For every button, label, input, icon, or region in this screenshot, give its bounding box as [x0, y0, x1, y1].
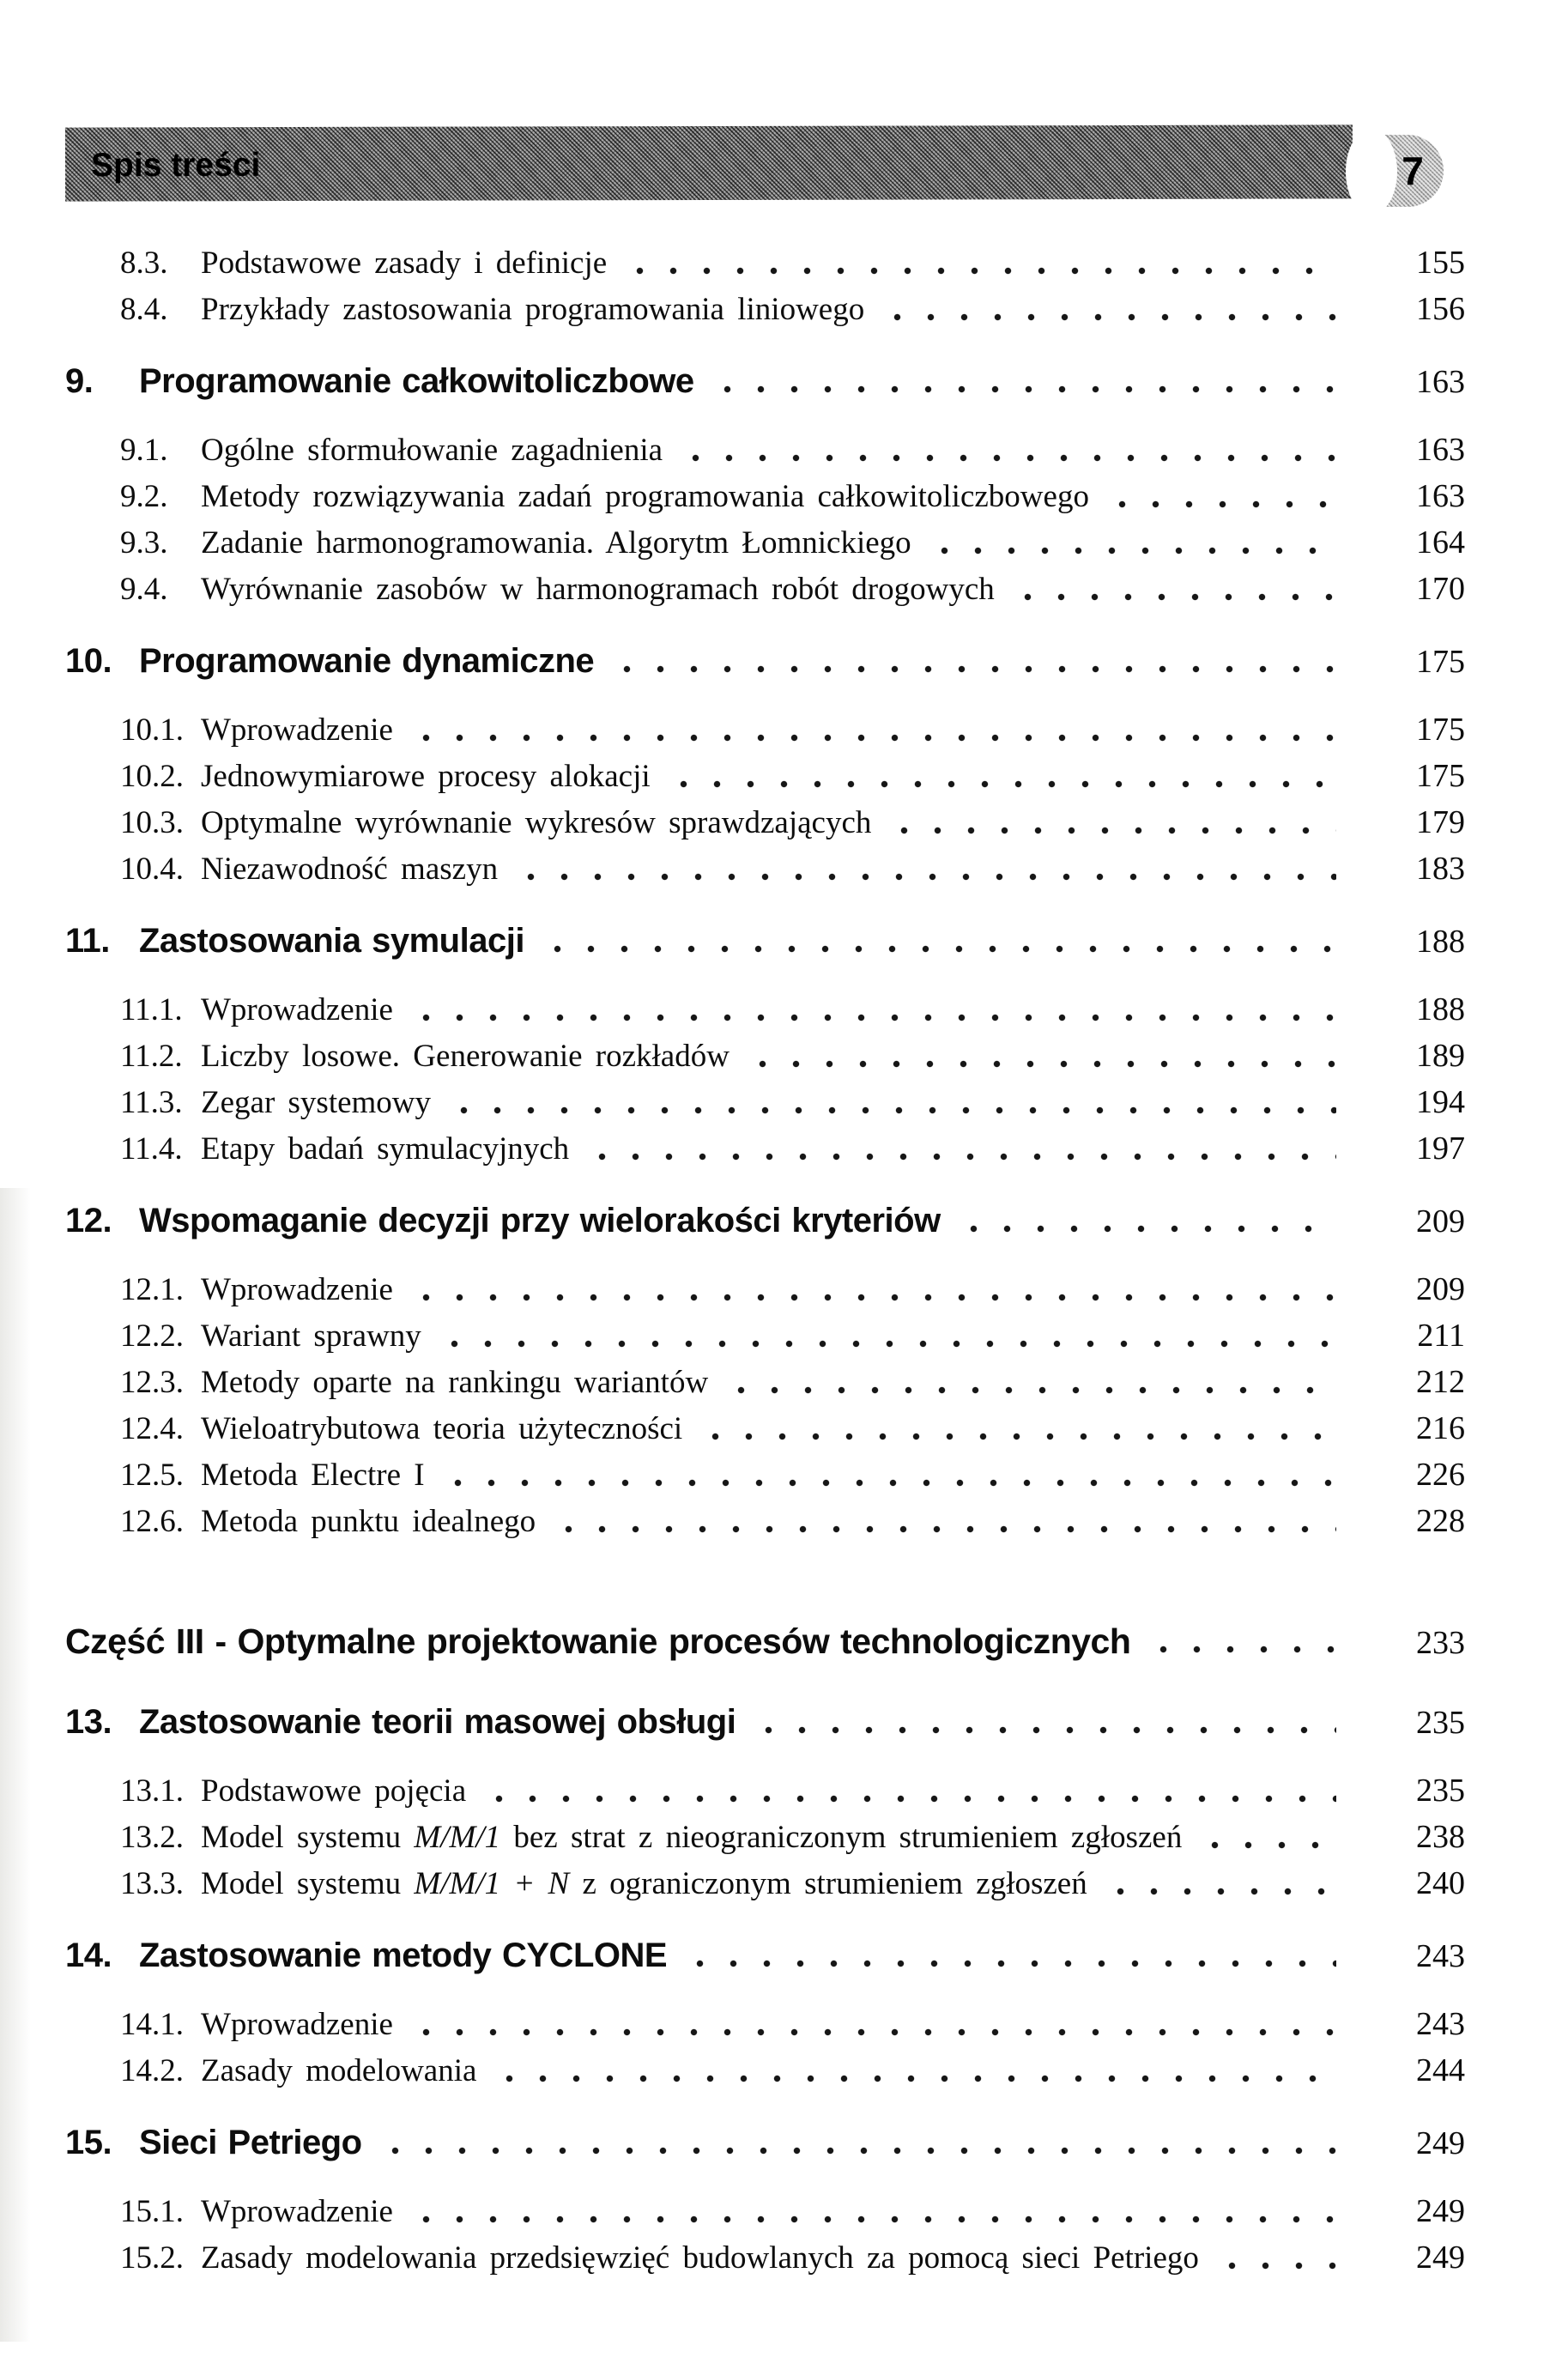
entry-title: Wprowadzenie — [201, 2007, 393, 2042]
dot-leader — [710, 356, 1336, 406]
dot-leader — [540, 916, 1336, 966]
toc-item-row — [0, 1498, 1568, 1544]
entry-number: 14.2. — [120, 2053, 184, 2088]
entry-title: Niezawodność maszyn — [201, 852, 499, 887]
entry-title: Etapy badań symulacyjnych — [201, 1131, 570, 1167]
toc-item-row — [0, 753, 1568, 799]
dot-leader — [481, 1767, 1336, 1814]
toc-item-row — [0, 1125, 1568, 1172]
toc-item-row — [0, 239, 1568, 286]
dot-leader — [440, 1452, 1336, 1498]
entry-title: Wprowadzenie — [201, 1272, 393, 1307]
entry-page-number: 209 — [1416, 1203, 1465, 1240]
entry-page-number: 170 — [1416, 571, 1465, 607]
toc-item-row — [0, 1033, 1568, 1079]
toc-item-row — [0, 1405, 1568, 1452]
entry-title: Programowanie całkowitoliczbowe — [139, 362, 694, 400]
entry-page-number: 249 — [1416, 2193, 1465, 2229]
entry-number: 12.6. — [120, 1504, 184, 1539]
entry-title: Zegar systemowy — [201, 1085, 432, 1120]
toc-part-heading-row — [0, 1616, 1568, 1666]
entry-number: 13.2. — [120, 1820, 184, 1855]
dot-leader — [492, 2047, 1336, 2094]
entry-page-number: 179 — [1416, 804, 1465, 840]
dot-leader — [409, 2001, 1336, 2047]
dot-leader — [1197, 1814, 1336, 1860]
toc-item-row — [0, 473, 1568, 519]
entry-title: Przykłady zastosowania programowania liniowego — [201, 292, 865, 327]
entry-title: Zastosowanie teorii masowej obsługi — [139, 1703, 736, 1741]
entry-page-number: 189 — [1416, 1038, 1465, 1074]
entry-number: 11.4. — [120, 1131, 183, 1167]
page-title: Spis treści — [90, 146, 261, 185]
dot-leader — [584, 1125, 1336, 1172]
dot-leader — [682, 1930, 1336, 1980]
toc-chapter-row — [0, 1196, 1568, 1246]
entry-title: Wariant sprawny — [201, 1318, 421, 1354]
entry-number: 9.1. — [120, 433, 168, 468]
dot-leader — [880, 286, 1336, 332]
entry-number: 8.4. — [120, 292, 168, 327]
entry-number: 12.4. — [120, 1411, 184, 1446]
dot-leader — [927, 519, 1336, 566]
toc-item-row — [0, 1359, 1568, 1405]
entry-title: Wprowadzenie — [201, 992, 393, 1027]
entry-page-number: 175 — [1416, 712, 1465, 748]
entry-title: Zastosowania symulacji — [139, 922, 524, 960]
entry-page-number: 175 — [1416, 758, 1465, 794]
entry-number: 13. — [65, 1703, 112, 1741]
entry-page-number: 163 — [1416, 478, 1465, 514]
dot-leader — [678, 427, 1336, 473]
entry-number: 10.1. — [120, 712, 184, 748]
entry-number: 12.3. — [120, 1365, 184, 1400]
toc-item-row — [0, 519, 1568, 566]
entry-title: Metoda Electre I — [201, 1458, 425, 1493]
toc-item-row — [0, 799, 1568, 846]
dot-leader — [745, 1033, 1336, 1079]
entry-number: 11.2. — [120, 1039, 183, 1074]
entry-page-number: 243 — [1416, 1938, 1465, 1974]
entry-page-number: 235 — [1416, 1705, 1465, 1741]
dot-leader — [622, 239, 1336, 286]
entry-number: 9.3. — [120, 525, 168, 561]
toc-chapter-row — [0, 1697, 1568, 1747]
page-number-badge — [1370, 135, 1444, 207]
entry-page-number: 211 — [1417, 1318, 1465, 1354]
entry-title: Metoda punktu idealnego — [201, 1504, 536, 1539]
dot-leader — [409, 2188, 1336, 2234]
entry-title: Liczby losowe. Generowanie rozkładów — [201, 1039, 730, 1074]
entry-number: 13.1. — [120, 1773, 184, 1809]
entry-page-number: 163 — [1416, 364, 1465, 400]
entry-title: Model systemu M/M/1 + N z ograniczonym strumieniem zgłoszeń — [201, 1866, 1087, 1901]
dot-leader — [1105, 473, 1336, 519]
entry-page-number: 188 — [1416, 991, 1465, 1027]
entry-number: 12. — [65, 1202, 112, 1240]
toc-item-row — [0, 286, 1568, 332]
dot-leader — [1103, 1860, 1336, 1906]
entry-page-number: 175 — [1416, 644, 1465, 680]
entry-number: 11.3. — [120, 1085, 183, 1120]
entry-page-number: 155 — [1416, 245, 1465, 281]
entry-title: Wprowadzenie — [201, 2194, 393, 2229]
entry-page-number: 194 — [1416, 1084, 1465, 1120]
toc-chapter-row — [0, 2118, 1568, 2167]
entry-page-number: 243 — [1416, 2006, 1465, 2042]
entry-number: 12.5. — [120, 1458, 184, 1493]
dot-leader — [513, 846, 1336, 892]
dot-leader — [609, 636, 1336, 686]
entry-page-number: 183 — [1416, 851, 1465, 887]
entry-title: Podstawowe zasady i definicje — [201, 245, 608, 281]
entry-title: Ogólne sformułowanie zagadnienia — [201, 433, 663, 468]
dot-leader — [409, 986, 1336, 1033]
entry-title: Zasady modelowania — [201, 2053, 477, 2088]
entry-page-number: 209 — [1416, 1271, 1465, 1307]
entry-title: Metody oparte na rankingu wariantów — [201, 1365, 709, 1400]
entry-page-number: 163 — [1416, 432, 1465, 468]
entry-number: 10. — [65, 642, 112, 680]
entry-page-number: 240 — [1416, 1865, 1465, 1901]
toc-item-row — [0, 2047, 1568, 2094]
toc-item-row — [0, 986, 1568, 1033]
entry-title: Programowanie dynamiczne — [139, 642, 595, 680]
entry-page-number: 238 — [1416, 1819, 1465, 1855]
entry-title: Metody rozwiązywania zadań programowania całkowitoliczbowego — [201, 479, 1089, 514]
dot-leader — [1010, 566, 1336, 612]
entry-page-number: 197 — [1416, 1130, 1465, 1167]
entry-page-number: 212 — [1416, 1364, 1465, 1400]
dot-leader — [409, 706, 1336, 753]
entry-page-number: 188 — [1416, 924, 1465, 960]
entry-number: 15.1. — [120, 2194, 184, 2229]
entry-title: Zasady modelowania przedsięwzięć budowlanych za pomocą sieci Petriego — [201, 2240, 1199, 2276]
toc-item-row — [0, 2188, 1568, 2234]
entry-number: 13.3. — [120, 1866, 184, 1901]
entry-page-number: 249 — [1416, 2125, 1465, 2161]
toc-chapter-row — [0, 356, 1568, 406]
entry-number: 15.2. — [120, 2240, 184, 2276]
toc-chapter-row — [0, 636, 1568, 686]
dot-leader — [666, 753, 1336, 799]
entry-page-number: 249 — [1416, 2240, 1465, 2276]
entry-title: Wieloatrybutowa teoria użyteczności — [201, 1411, 683, 1446]
toc-chapter-row — [0, 916, 1568, 966]
entry-title: Jednowymiarowe procesy alokacji — [201, 759, 651, 794]
entry-number: 12.1. — [120, 1272, 184, 1307]
entry-title: Zadanie harmonogramowania. Algorytm Łomnickiego — [201, 525, 911, 561]
entry-title: Część III - Optymalne projektowanie procesów technologicznych — [65, 1621, 1131, 1661]
dot-leader — [698, 1405, 1336, 1452]
header-bar — [65, 124, 1353, 201]
dot-leader — [446, 1079, 1336, 1125]
entry-number: 15. — [65, 2124, 112, 2161]
entry-number: 8.3. — [120, 245, 168, 281]
dot-leader — [956, 1196, 1336, 1246]
dot-leader — [723, 1359, 1336, 1405]
entry-number: 9. — [65, 362, 94, 400]
entry-page-number: 156 — [1416, 291, 1465, 327]
entry-page-number: 216 — [1416, 1410, 1465, 1446]
entry-number: 12.2. — [120, 1318, 184, 1354]
toc-list — [0, 200, 1568, 2281]
entry-page-number: 228 — [1416, 1503, 1465, 1539]
entry-title: Podstawowe pojęcia — [201, 1773, 467, 1809]
entry-title: Zastosowanie metody CYCLONE — [139, 1937, 668, 1974]
entry-number: 9.4. — [120, 572, 168, 607]
entry-page-number: 226 — [1416, 1457, 1465, 1493]
entry-number: 11. — [65, 922, 110, 960]
entry-number: 11.1. — [120, 992, 183, 1027]
entry-title: Wprowadzenie — [201, 712, 393, 748]
entry-number: 14. — [65, 1937, 112, 1974]
entry-number: 10.4. — [120, 852, 184, 887]
dot-leader — [409, 1266, 1336, 1312]
dot-leader — [378, 2118, 1336, 2167]
entry-title: Wspomaganie decyzji przy wielorakości kryteriów — [139, 1202, 941, 1240]
dot-leader — [751, 1697, 1336, 1747]
entry-title: Sieci Petriego — [139, 2124, 362, 2161]
entry-title: Optymalne wyrównanie wykresów sprawdzających — [201, 805, 872, 840]
dot-leader — [1214, 2234, 1336, 2281]
entry-title: Model systemu M/M/1 bez strat z nieograniczonym strumieniem zgłoszeń — [201, 1820, 1183, 1855]
entry-page-number: 164 — [1416, 524, 1465, 561]
toc-item-row — [0, 1312, 1568, 1359]
toc-item-row — [0, 427, 1568, 473]
toc-item-row — [0, 1814, 1568, 1860]
entry-number: 10.2. — [120, 759, 184, 794]
dot-leader — [887, 799, 1336, 846]
toc-item-row — [0, 2234, 1568, 2281]
toc-item-row — [0, 1767, 1568, 1814]
toc-item-row — [0, 1452, 1568, 1498]
entry-page-number: 233 — [1416, 1625, 1465, 1661]
dot-leader — [1146, 1616, 1336, 1666]
entry-title: Wyrównanie zasobów w harmonogramach robót drogowych — [201, 572, 995, 607]
toc-item-row — [0, 566, 1568, 612]
toc-item-row — [0, 706, 1568, 753]
entry-page-number: 244 — [1416, 2052, 1465, 2088]
toc-item-row — [0, 846, 1568, 892]
entry-number: 9.2. — [120, 479, 168, 514]
toc-item-row — [0, 1266, 1568, 1312]
toc-chapter-row — [0, 1930, 1568, 1980]
dot-leader — [551, 1498, 1336, 1544]
toc-item-row — [0, 2001, 1568, 2047]
dot-leader — [437, 1312, 1336, 1359]
entry-number: 14.1. — [120, 2007, 184, 2042]
toc-item-row — [0, 1079, 1568, 1125]
entry-page-number: 235 — [1416, 1773, 1465, 1809]
page-number: 7 — [1402, 148, 1424, 193]
entry-number: 10.3. — [120, 805, 184, 840]
toc-item-row — [0, 1860, 1568, 1906]
